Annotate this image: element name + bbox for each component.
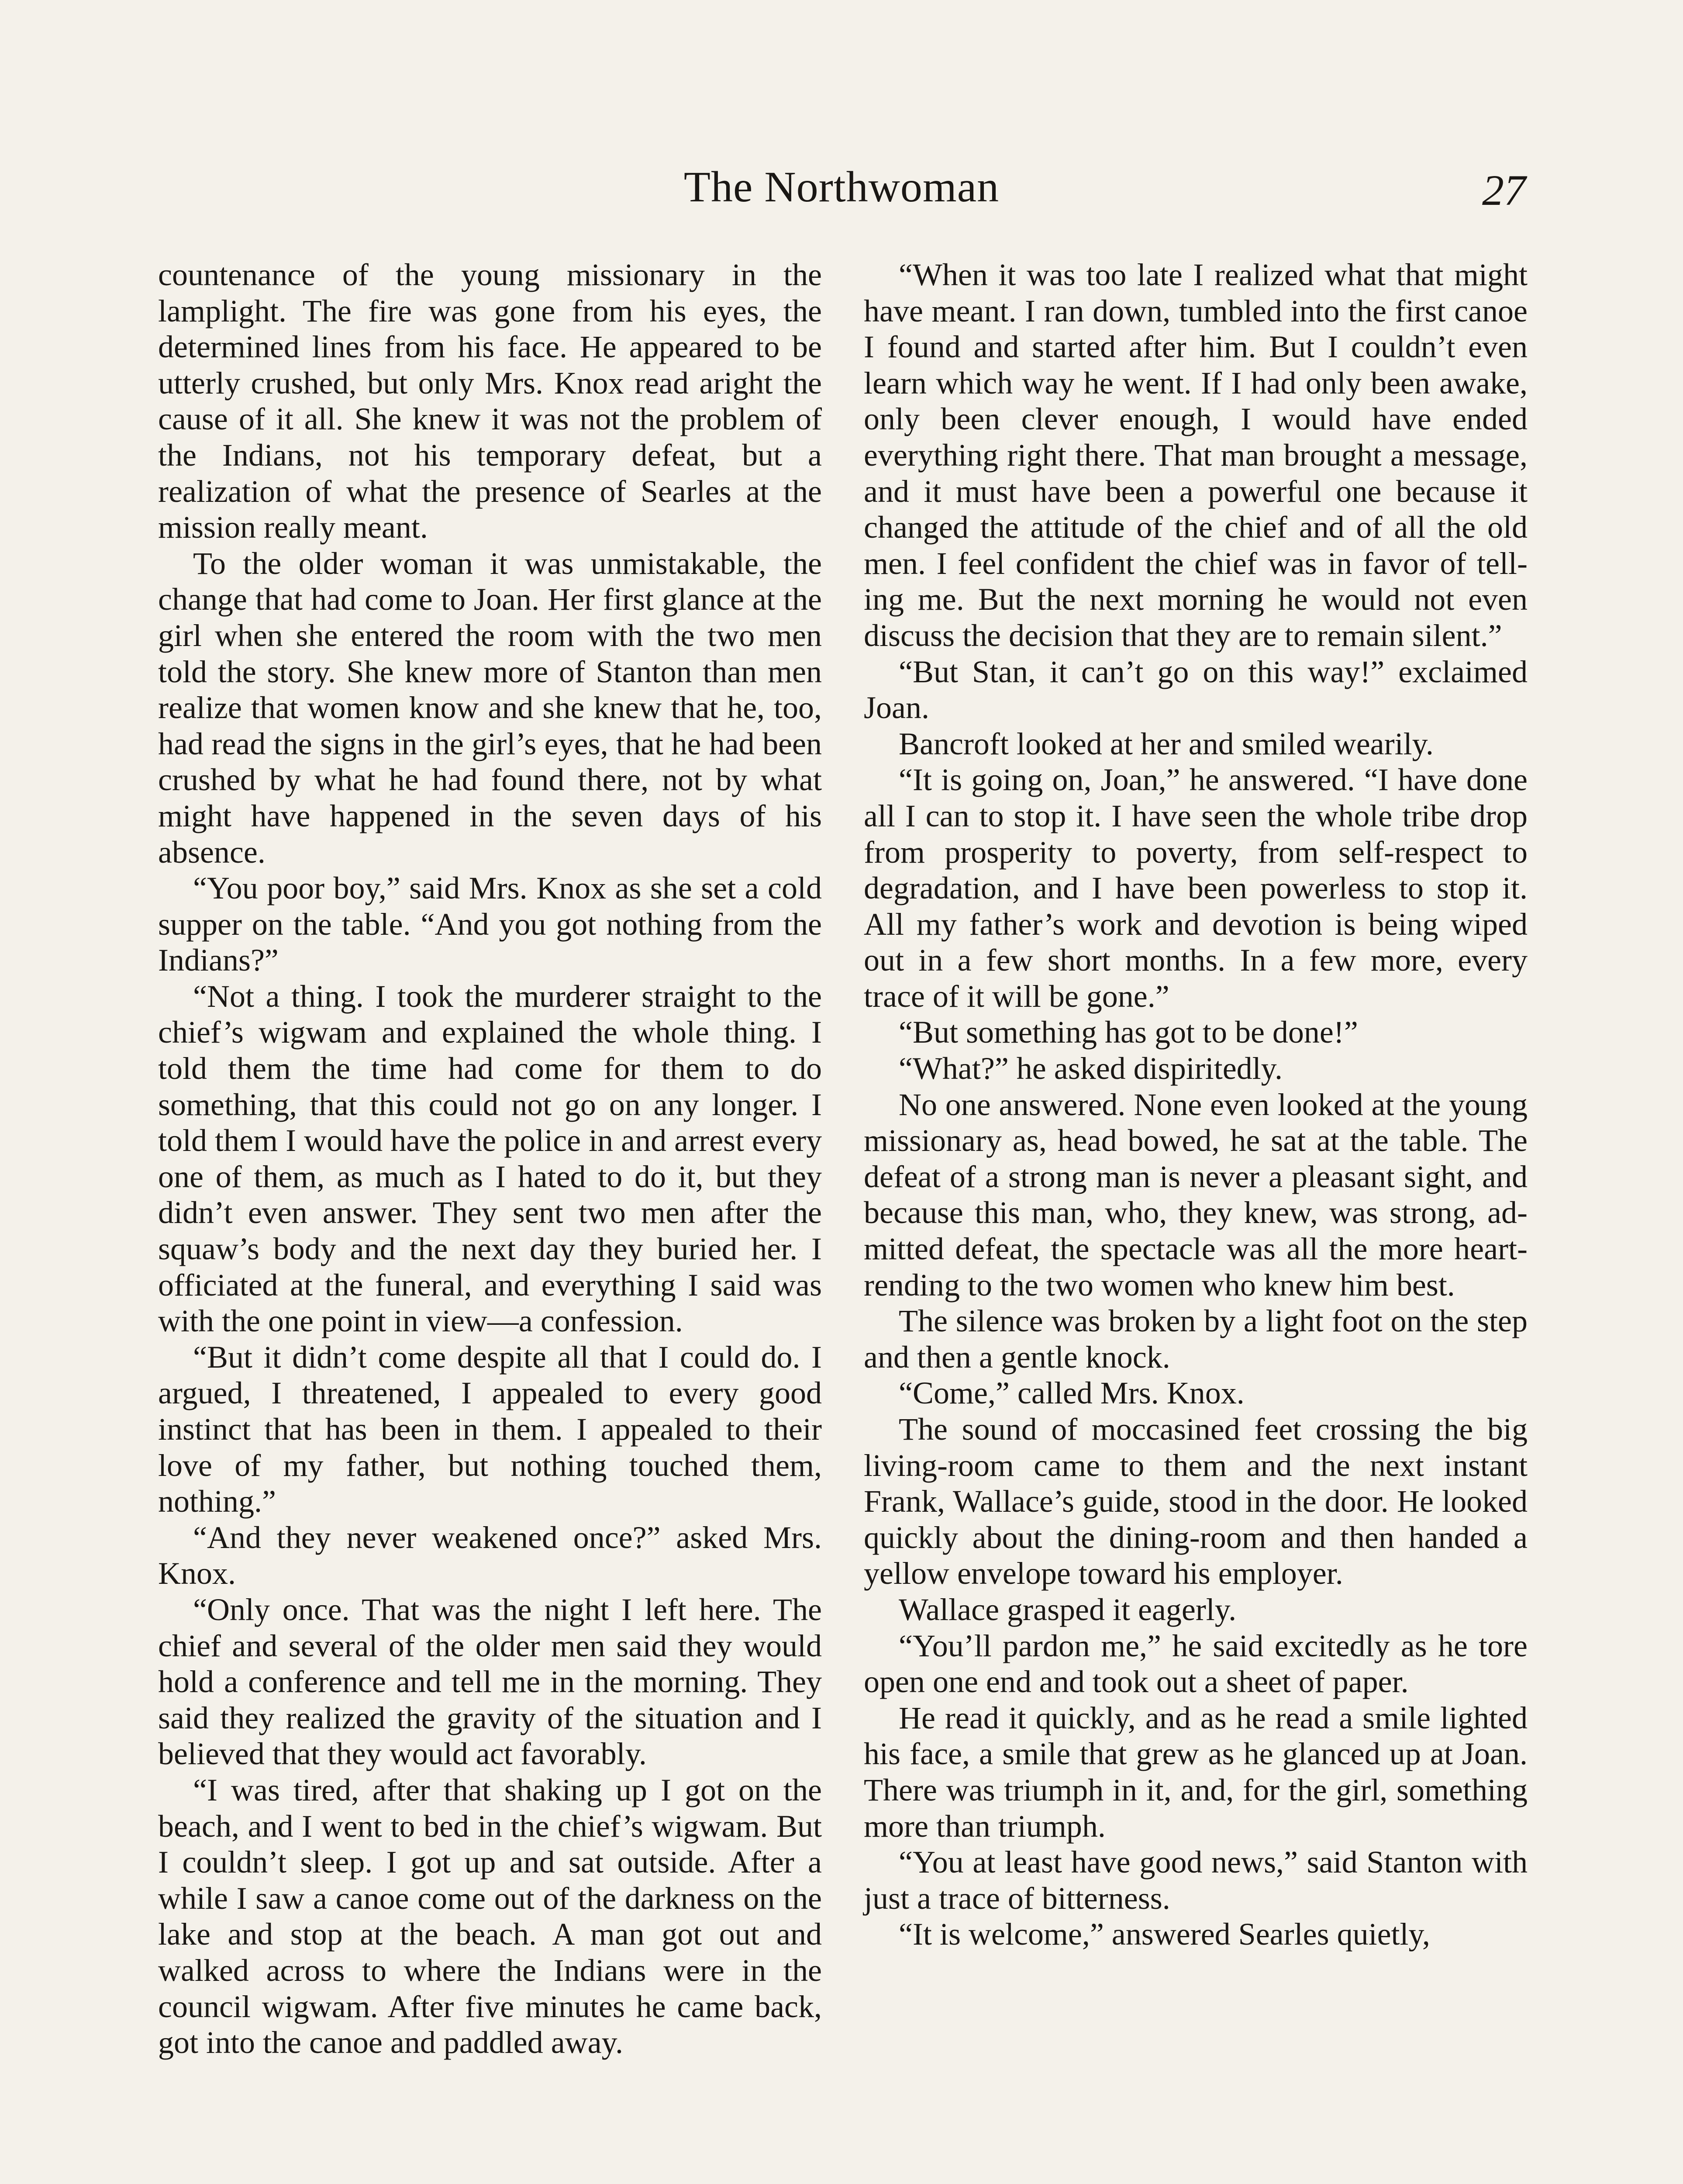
paragraph: “But something has got to be done!” (899, 1015, 1358, 1050)
paragraph: “You’ll pardon me,” he said excitedly as he tore open one end and took out a sheet of paper. (864, 1628, 1528, 1700)
paragraph: “When it was too late I realized what that might have meant. I ran down, tumbled into the first canoe I found and started after him. But I couldn’t even learn which way he went. If I had only been awake, only been clever enough, I would have ended everything right there. That man brought a message, and it must have been a powerful one because it changed the attitude of the chief and of all the old men. I feel confident the chief was in favor of telling me. But the next morning he would not even discuss the decision that they are to remain silent.” (864, 257, 1528, 653)
paragraph: “I was tired, after that shaking up I got on the beach, and I went to bed in the chief’s wigwam. But I couldn’t sleep. I got up and sat outside. After a while I saw a canoe come out of the darkness on the lake and stop at the beach. A man got out and walked across to where the Indians were in the council wigwam. After five minutes he came back, got into the canoe and paddled away. (158, 1772, 822, 2060)
paragraph: To the older woman it was unmistakable, the change that had come to Joan. Her first glance at the girl when she entered the room with the two men told the story. She knew more of Stanton than men realize that women know and she knew that he, too, had read the signs in the girl’s eyes, that he had been crushed by what he had found there, not by what might have happened in the seven days of his absence. (158, 546, 822, 870)
page-number: 27 (1482, 166, 1526, 214)
paragraph: He read it quickly, and as he read a smile lighted his face, a smile that grew as he glanced up at Joan. There was triumph in it, and, for the girl, something more than triumph. (864, 1700, 1528, 1844)
paragraph: “Only once. That was the night I left here. The chief and several of the older men said they would hold a conference and tell me in the morning. They said they realized the gravity of the situation and I believed that they would act favorably. (158, 1592, 822, 1772)
paragraph: The sound of moccasined feet crossing the big living-room came to them and the next instant Frank, Wallace’s guide, stood in the door. He looked quickly about the dining-room and then handed a yellow envelope toward his employer. (864, 1412, 1528, 1591)
paragraph: “You at least have good news,” said Stanton with just a trace of bitterness. (864, 1845, 1528, 1916)
paragraph: countenance of the young missionary in the lamplight. The fire was gone from his eyes, the determined lines from his face. He appeared to be utterly crushed, but only Mrs. Knox read aright the cause of it all. She knew it was not the problem of the Indians, not his temporary defeat, but a realization of what the presence of Searles at the mission really meant. (158, 257, 822, 545)
paragraph: No one answered. None even looked at the young missionary as, head bowed, he sat at the table. The defeat of a strong man is never a pleasant sight, and because this man, who, they knew, was strong, admitted defeat, the spectacle was all the more heart-rending to the two women who knew him best. (864, 1087, 1528, 1303)
paragraph: Bancroft looked at her and smiled wearily. (899, 726, 1434, 761)
paragraph: “What?” he asked dispiritedly. (899, 1051, 1283, 1086)
text-column-right (864, 257, 1528, 1952)
paragraph: “But Stan, it can’t go on this way!” exclaimed Joan. (864, 654, 1528, 726)
paragraph: “It is welcome,” answered Searles quietly, (899, 1917, 1430, 1952)
paragraph: Wallace grasped it eagerly. (899, 1592, 1237, 1627)
running-head (0, 162, 1683, 223)
paragraph: “It is going on, Joan,” he answered. “I have done all I can to stop it. I have seen the whole tribe drop from prosperity to poverty, from self-respect to degradation, and I have been powerless to stop it. All my father’s work and devotion is being wiped out in a few short months. In a few more, every trace of it will be gone.” (864, 762, 1528, 1014)
paragraph: “Not a thing. I took the murderer straight to the chief’s wigwam and explained the whole thing. I told them the time had come for them to do something, that this could not go on any longer. I told them I would have the police in and arrest every one of them, as much as I hated to do it, but they didn’t even answer. They sent two men after the squaw’s body and the next day they buried her. I officiated at the funeral, and everything I said was with the one point in view—a confession. (158, 978, 822, 1339)
paragraph: The silence was broken by a light foot on the step and then a gentle knock. (864, 1303, 1528, 1375)
paragraph: “Come,” called Mrs. Knox. (899, 1375, 1245, 1411)
page-title: The Northwoman (683, 162, 1000, 211)
paragraph: “And they never weakened once?” asked Mrs. Knox. (158, 1520, 822, 1591)
paragraph: “But it didn’t come despite all that I could do. I argued, I threatened, I appealed to every good instinct that has been in them. I appealed to their love of my father, but nothing touched them, nothing.” (158, 1339, 822, 1519)
paragraph: “You poor boy,” said Mrs. Knox as she set a cold supper on the table. “And you got nothing from the Indians?” (158, 871, 822, 978)
text-column-left (158, 257, 822, 2061)
